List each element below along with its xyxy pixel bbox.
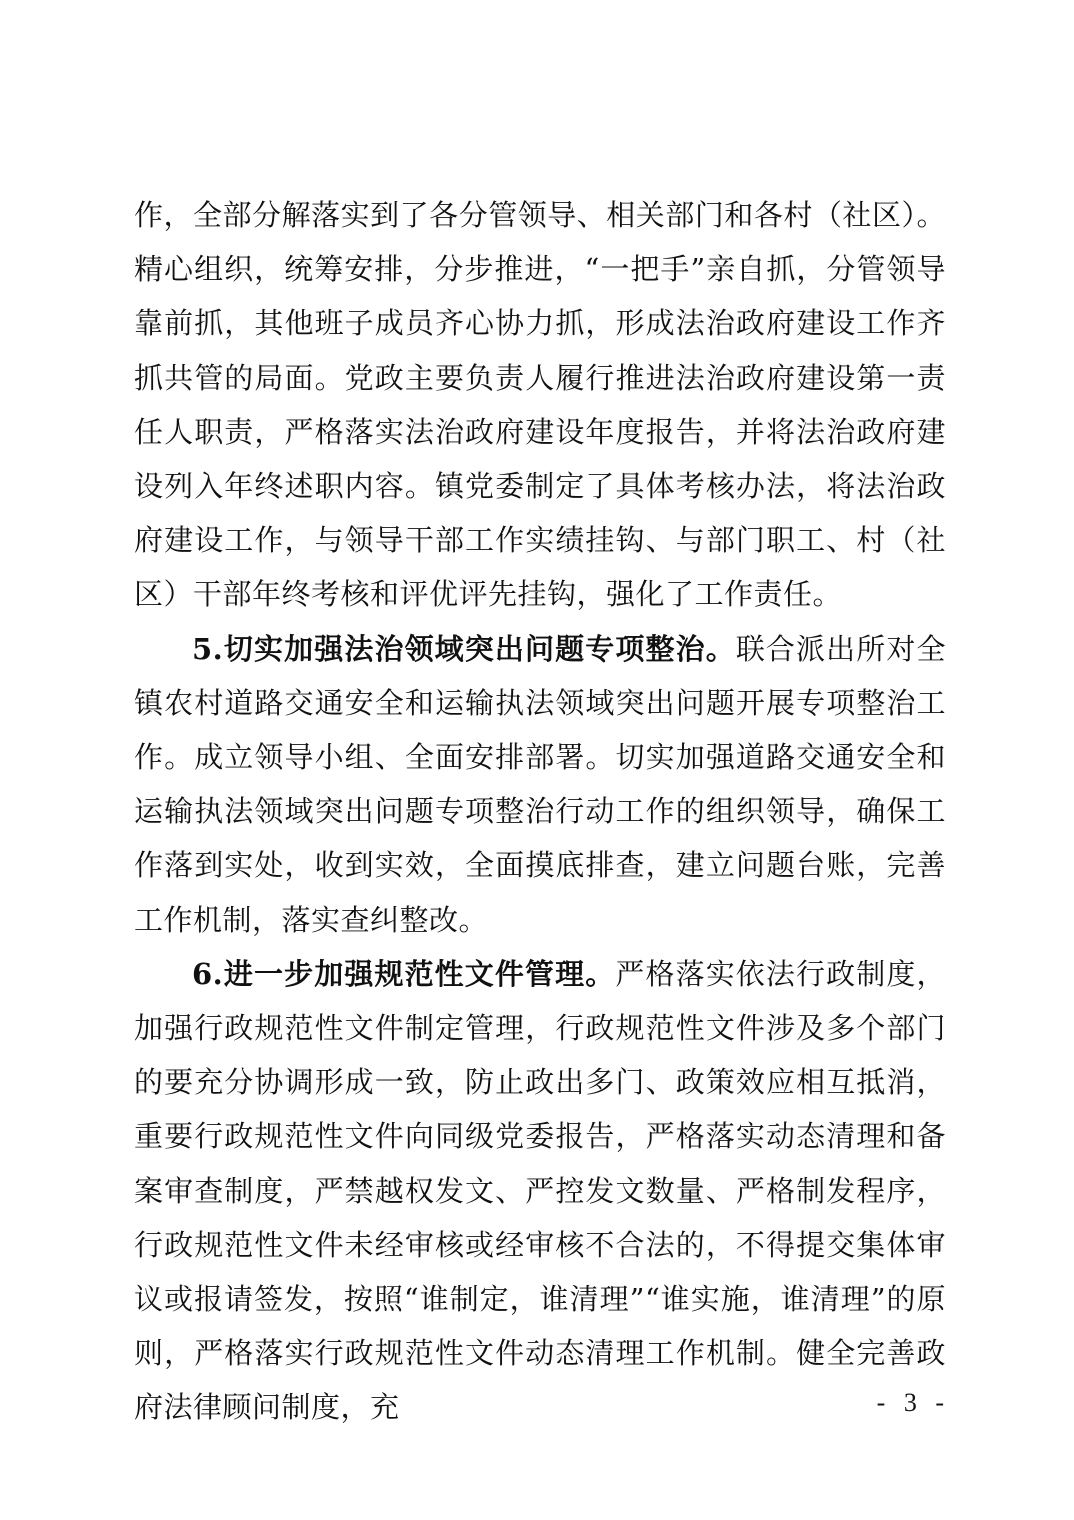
- paragraph-heading: 5.切实加强法治领域突出问题专项整治。: [192, 631, 736, 666]
- paragraph-text: 严格落实依法行政制度，加强行政规范性文件制定管理，行政规范性文件涉及多个部门的要充分协调形成一致，防止政出多门、政策效应相互抵消，重要行政规范性文件向同级党委报告，严格落实动态清理和备案审查制度，严禁越权发文、严控发文数量、严格制发程序，行政规范性文件未经审核或经审核不合法的，不得提交集体审议或报请签发，按照“谁制定，谁清理”“谁实施，谁清理”的原则，严格落实行政规范性文件动态清理工作机制。健全完善政府法律顾问制度，充: [134, 956, 946, 1425]
- paragraph-item-6: [134, 947, 946, 1435]
- page-number: - 3 -: [876, 1388, 950, 1417]
- paragraph-text: 联合派出所对全镇农村道路交通安全和运输执法领域突出问题开展专项整治工作。成立领导小组、全面安排部署。切实加强道路交通安全和运输执法领域突出问题专项整治行动工作的组织领导，确保工作落到实处，收到实效，全面摸底排查，建立问题台账，完善工作机制，落实查纠整改。: [134, 631, 946, 937]
- paragraph-text: 作，全部分解落实到了各分管领导、相关部门和各村（社区）。精心组织，统筹安排，分步推进，“一把手”亲自抓，分管领导靠前抓，其他班子成员齐心协力抓，形成法治政府建设工作齐抓共管的局面。党政主要负责人履行推进法治政府建设第一责任人职责，严格落实法治政府建设年度报告，并将法治政府建设列入年终述职内容。镇党委制定了具体考核办法，将法治政府建设工作，与领导干部工作实绩挂钩、与部门职工、村（社区）干部年终考核和评优评先挂钩，强化了工作责任。: [134, 198, 946, 612]
- paragraph-heading: 6.进一步加强规范性文件管理。: [192, 956, 616, 991]
- paragraph-item-5: [134, 622, 946, 947]
- document-body: [134, 188, 946, 1435]
- paragraph-continuation: [134, 188, 946, 622]
